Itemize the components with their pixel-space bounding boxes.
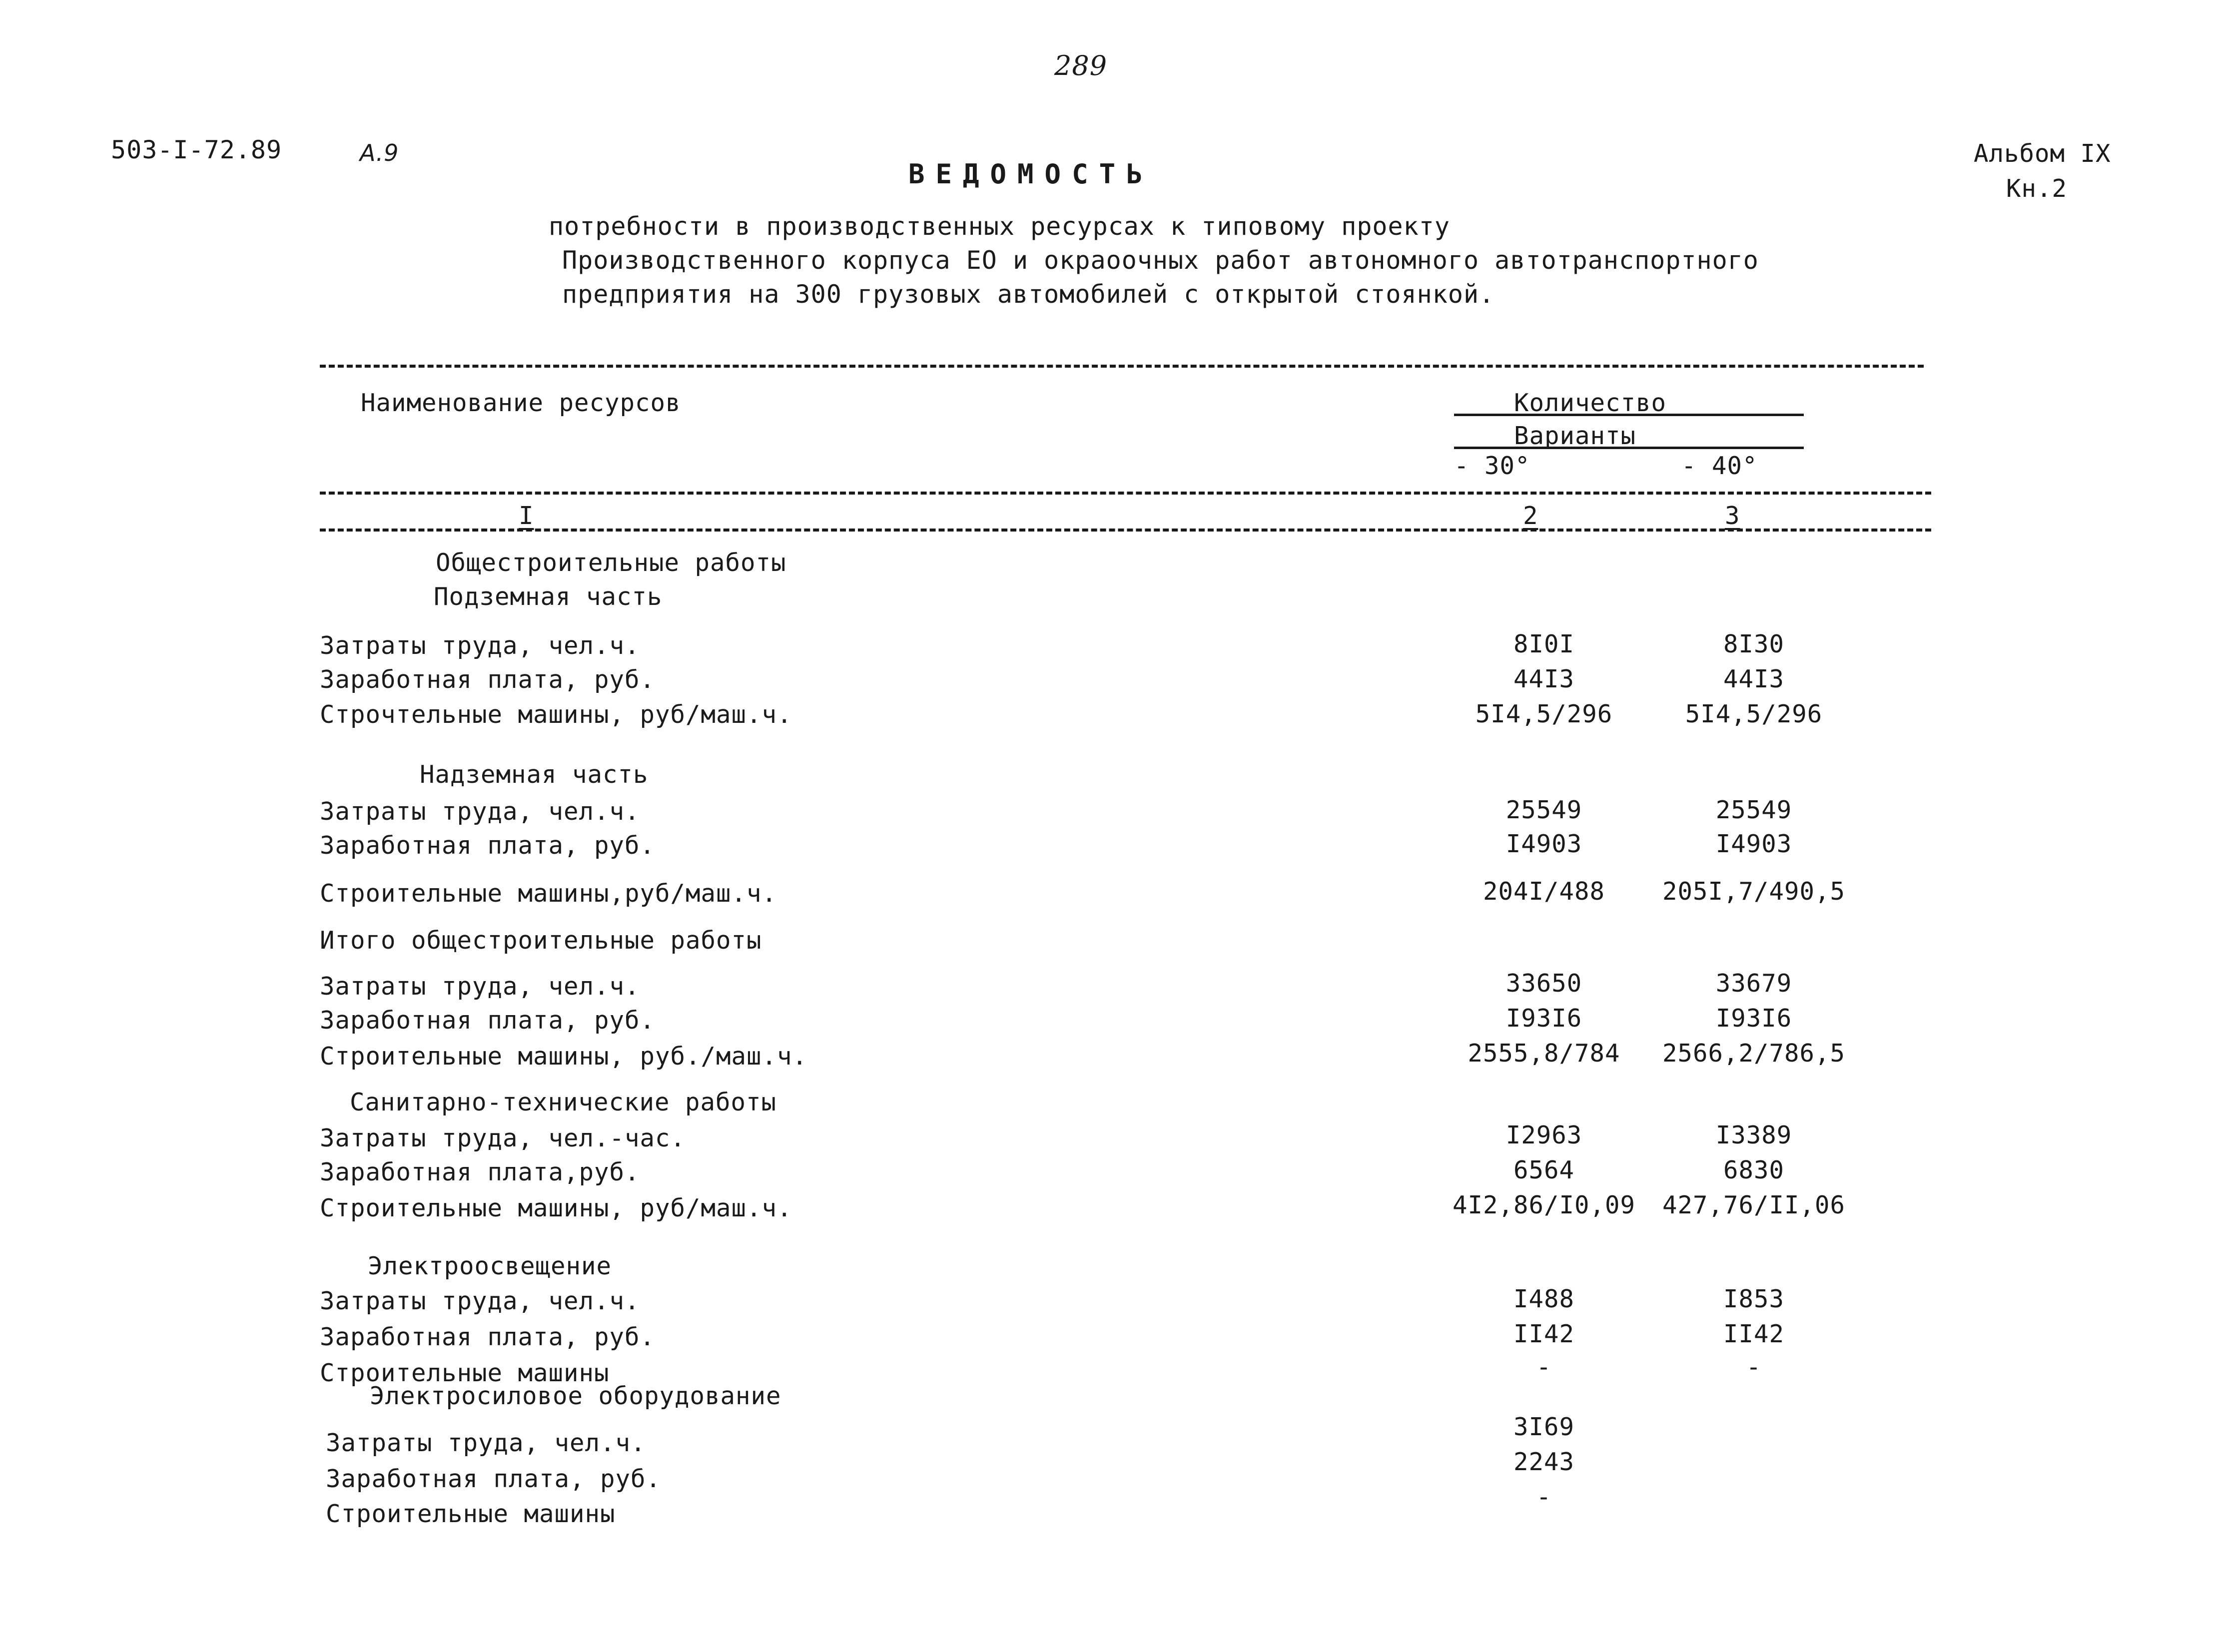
header-resource-name: Наименование ресурсов xyxy=(361,389,681,417)
row-value-30: 33650 xyxy=(1505,969,1582,998)
row-value-40: 427,76/II,06 xyxy=(1662,1191,1845,1219)
row-label: Строчтельные машины, руб/маш.ч. xyxy=(320,700,792,729)
title-line-3: предприятия на 300 грузовых автомобилей с открытой стоянкой. xyxy=(562,280,1495,309)
header-quantity: Количество xyxy=(1514,389,1667,417)
page-number: 289 xyxy=(1054,50,1108,81)
row-label: Затраты труда, чел.ч. xyxy=(326,1429,646,1457)
row-value-30: 204I/488 xyxy=(1482,877,1605,906)
header-bottom-rule xyxy=(320,529,1931,532)
row-value-40: 33679 xyxy=(1715,969,1792,998)
section-title: Итого общестроительные работы xyxy=(320,926,762,955)
row-value-30: I93I6 xyxy=(1505,1004,1582,1033)
column-number-1: I xyxy=(519,502,534,530)
row-label: Заработная плата, руб. xyxy=(320,1323,656,1351)
section-title: Электросиловое оборудование xyxy=(370,1382,781,1410)
row-label: Строительные машины xyxy=(326,1500,616,1528)
header-separator-rule xyxy=(320,492,1931,495)
row-label: Заработная плата, руб. xyxy=(326,1465,662,1493)
row-label: Заработная плата, руб. xyxy=(320,665,656,694)
section-title: Электроосвещение xyxy=(368,1252,612,1280)
column-number-2: 2 xyxy=(1523,502,1538,530)
row-label: Заработная плата,руб. xyxy=(320,1158,640,1186)
row-value-40: I3389 xyxy=(1715,1121,1792,1149)
row-label: Строительные машины, руб./маш.ч. xyxy=(320,1042,808,1071)
row-value-30: 2555,8/784 xyxy=(1468,1039,1620,1068)
row-value-40: 205I,7/490,5 xyxy=(1662,877,1845,906)
row-value-30: 44I3 xyxy=(1513,665,1574,693)
row-value-40: 44I3 xyxy=(1723,665,1784,693)
row-value-30: I488 xyxy=(1513,1285,1574,1313)
row-value-30: I2963 xyxy=(1505,1121,1582,1149)
header-quantity-underline xyxy=(1454,414,1804,416)
row-value-40: II42 xyxy=(1723,1320,1784,1348)
row-value-30: 6564 xyxy=(1513,1156,1574,1184)
row-value-40: 8I30 xyxy=(1723,630,1784,658)
sheet-label: А.9 xyxy=(360,139,399,166)
row-value-40: I93I6 xyxy=(1715,1004,1792,1033)
row-label: Затраты труда, чел.ч. xyxy=(320,1287,640,1315)
column-number-3: 3 xyxy=(1725,502,1740,530)
album-label: Альбом IX xyxy=(1974,139,2111,168)
row-label: Затраты труда, чел.-час. xyxy=(320,1124,686,1152)
row-label: Строительные машины, руб/маш.ч. xyxy=(320,1194,792,1222)
section-title: Общестроительные работы xyxy=(436,549,786,577)
header-variant-40: - 40° xyxy=(1681,452,1758,480)
row-value-30: 8I0I xyxy=(1513,630,1574,658)
row-value-30: - xyxy=(1536,1353,1552,1381)
row-label: Затраты труда, чел.ч. xyxy=(320,972,640,1001)
document-title: ВЕДОМОСТЬ xyxy=(908,158,1154,190)
row-label: Строительные машины,руб/маш.ч. xyxy=(320,879,777,908)
section-subtitle: Подземная часть xyxy=(434,582,663,611)
row-label: Затраты труда, чел.ч. xyxy=(320,631,640,660)
section-title: Надземная часть xyxy=(420,760,649,789)
row-value-30: - xyxy=(1536,1483,1552,1511)
row-label: Строительные машины xyxy=(320,1359,610,1387)
row-value-30: 5I4,5/296 xyxy=(1475,700,1613,728)
row-value-40: - xyxy=(1746,1353,1762,1381)
title-line-2: Производственного корпуса ЕО и окраоочных работ автономного автотранспортного xyxy=(562,246,1759,275)
row-value-40: 2566,2/786,5 xyxy=(1662,1039,1845,1068)
row-value-30: 4I2,86/I0,09 xyxy=(1452,1191,1635,1219)
header-variants-underline xyxy=(1454,447,1804,449)
row-value-30: I4903 xyxy=(1505,830,1582,858)
row-value-30: 25549 xyxy=(1505,796,1582,824)
header-variants: Варианты xyxy=(1514,422,1636,450)
row-value-40: 6830 xyxy=(1723,1156,1784,1184)
row-value-40: I853 xyxy=(1723,1285,1784,1313)
document-code: 503-I-72.89 xyxy=(111,135,282,164)
row-value-30: 2243 xyxy=(1513,1448,1574,1476)
row-value-40: 5I4,5/296 xyxy=(1685,700,1823,728)
row-label: Затраты труда, чел.ч. xyxy=(320,797,640,826)
table-top-rule xyxy=(320,365,1924,368)
row-value-40: 25549 xyxy=(1715,796,1792,824)
row-value-30: 3I69 xyxy=(1513,1413,1574,1441)
row-label: Заработная плата, руб. xyxy=(320,831,656,860)
row-value-40: I4903 xyxy=(1715,830,1792,858)
book-label: Кн.2 xyxy=(2006,174,2068,203)
header-variant-30: - 30° xyxy=(1454,452,1530,480)
title-line-1: потребности в производственных ресурсах к типовому проекту xyxy=(549,212,1450,241)
row-value-30: II42 xyxy=(1513,1320,1574,1348)
row-label: Заработная плата, руб. xyxy=(320,1006,656,1035)
section-title: Санитарно-технические работы xyxy=(350,1088,777,1116)
